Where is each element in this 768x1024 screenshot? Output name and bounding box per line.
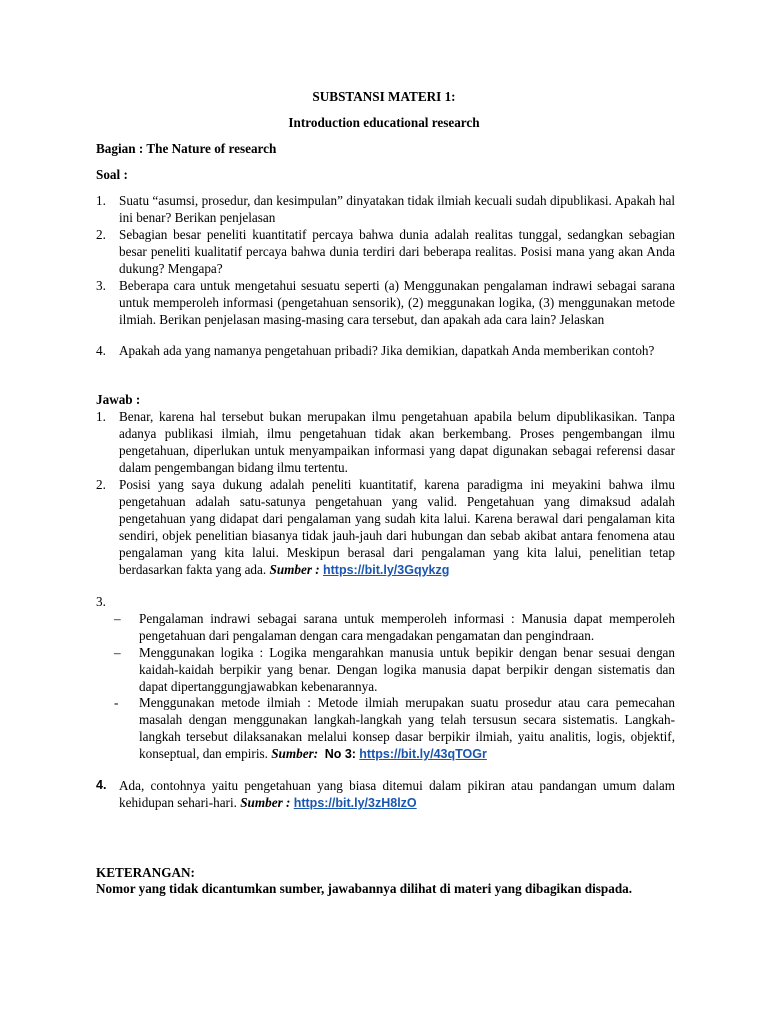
answer-number: 1. [96, 409, 106, 424]
page-title: SUBSTANSI MATERI 1: [312, 89, 456, 104]
answer-3-item-text: Menggunakan metode ilmiah : Metode ilmiah merupakan suatu prosedur atau cara pemecahan masalah dengan menggunakan langkah-langkah yang telah tersusun secara sistematis. Langkah-langkah tersebut dilaksanakan melalui konsep dasar berpikir ilmiah, yaitu analitis, logis, objektif, konseptual, dan empiris. [139, 695, 675, 761]
answer-4-source-link[interactable]: https://bit.ly/3zH8lzO [293, 796, 417, 810]
soal-number: 4. [96, 343, 106, 358]
soal-number: 2. [96, 227, 106, 242]
bullet-dash: – [114, 645, 121, 660]
section-bagian: Bagian : The Nature of research [96, 141, 277, 156]
answer-4-text: Ada, contohnya yaitu pengetahuan yang biasa ditemui dalam pikiran atau pandangan umum dalam kehidupan sehari-hari. [119, 778, 675, 810]
soal-text: Beberapa cara untuk mengetahui sesuatu seperti (a) Menggunakan pengalaman indrawi sebagai sarana untuk memperoleh informasi (pengetahuan sensorik), (2) meggunakan logika, (3) menggunakan metode ilmiah. Berikan penjelasan masing-masing cara tersebut, dan apakah ada cara lain? Jelaskan [119, 278, 675, 327]
answer-2-source-label: Sumber : [269, 562, 320, 577]
soal-text: Suatu “asumsi, prosedur, dan kesimpulan” dinyatakan tidak ilmiah kecuali sudah dipublikasi. Apakah hal ini benar? Berikan penjelasan [119, 193, 675, 225]
soal-heading: Soal : [96, 167, 128, 182]
answer-2 [119, 476, 675, 579]
answer-3-source-link[interactable]: https://bit.ly/43qTOGr [359, 747, 487, 761]
answer-number: 2. [96, 477, 106, 492]
bullet-dash: – [114, 611, 121, 626]
answer-number: 3. [96, 594, 106, 609]
answer-4 [119, 777, 675, 812]
answer-3-item: Pengalaman indrawi sebagai sarana untuk memperoleh informasi : Manusia dapat memperoleh pengetahuan dari pengalaman dengan cara mengadakan pengamatan dan pengindraan. [139, 611, 675, 643]
answer-3-source-label: Sumber: [271, 746, 319, 761]
jawab-heading: Jawab : [96, 392, 141, 407]
answer-number: 4. [96, 778, 107, 792]
answer-3-source-extra: No 3: [324, 747, 356, 761]
answer-2-source-link[interactable]: https://bit.ly/3Gqykzg [322, 563, 450, 577]
answer-3-item-last [139, 694, 675, 763]
soal-number: 1. [96, 193, 106, 208]
page-subtitle: Introduction educational research [288, 115, 480, 130]
bullet-dash: - [114, 695, 119, 710]
soal-text: Sebagian besar peneliti kuantitatif percaya bahwa dunia adalah realitas tunggal, sedangkan sebagian besar peneliti kualitatif percaya bahwa dunia terdiri dari beberapa realitas. Posisi mana yang akan Anda dukung? Mengapa? [119, 227, 675, 276]
keterangan-text: Nomor yang tidak dicantumkan sumber, jawabannya dilihat di materi yang dibagikan dispada. [96, 881, 633, 896]
answer-4-source-label: Sumber : [240, 795, 291, 810]
answer-2-text: Posisi yang saya dukung adalah peneliti kuantitatif, karena paradigma ini meyakini bahwa ilmu pengetahuan adalah satu-satunya pengetahuan yang valid. Pengetahuan yang dimaksud adalah pengetahuan yang didapat dari pengalaman yang sudah kita lalui. Karena berawal dari pengalaman kita sendiri, objek penelitian biasanya tidak jauh-jauh dari hubungan dan sebab akibat antara fenomena atau pengalaman yang kita lalui. Meskipun berasal dari pengalaman yang kita lalui, penelitian tetap berdasarkan fakta yang ada. [119, 477, 675, 577]
keterangan-heading: KETERANGAN: [96, 865, 195, 880]
answer-3-item: Menggunakan logika : Logika mengarahkan manusia untuk bepikir dengan benar sesuai dengan kaidah-kaidah berpikir yang benar. Dengan logika manusia dapat berpikir dengan sistematis dan dapat dipertanggungjawabkan kebenarannya. [139, 645, 675, 694]
soal-text: Apakah ada yang namanya pengetahuan pribadi? Jika demikian, dapatkah Anda memberikan contoh? [119, 343, 655, 358]
answer-1-text: Benar, karena hal tersebut bukan merupakan ilmu pengetahuan apabila belum dipublikasikan. Tanpa adanya publikasi ilmiah, ilmu pengetahuan tidak akan berkembang. Proses pengembangan ilmu pengetahuan, diperlukan untuk menyampaikan informasi yang dapat digunakan sebagai referensi dasar dalam pengembangan bidang ilmu tertentu. [119, 409, 675, 475]
soal-number: 3. [96, 278, 106, 293]
